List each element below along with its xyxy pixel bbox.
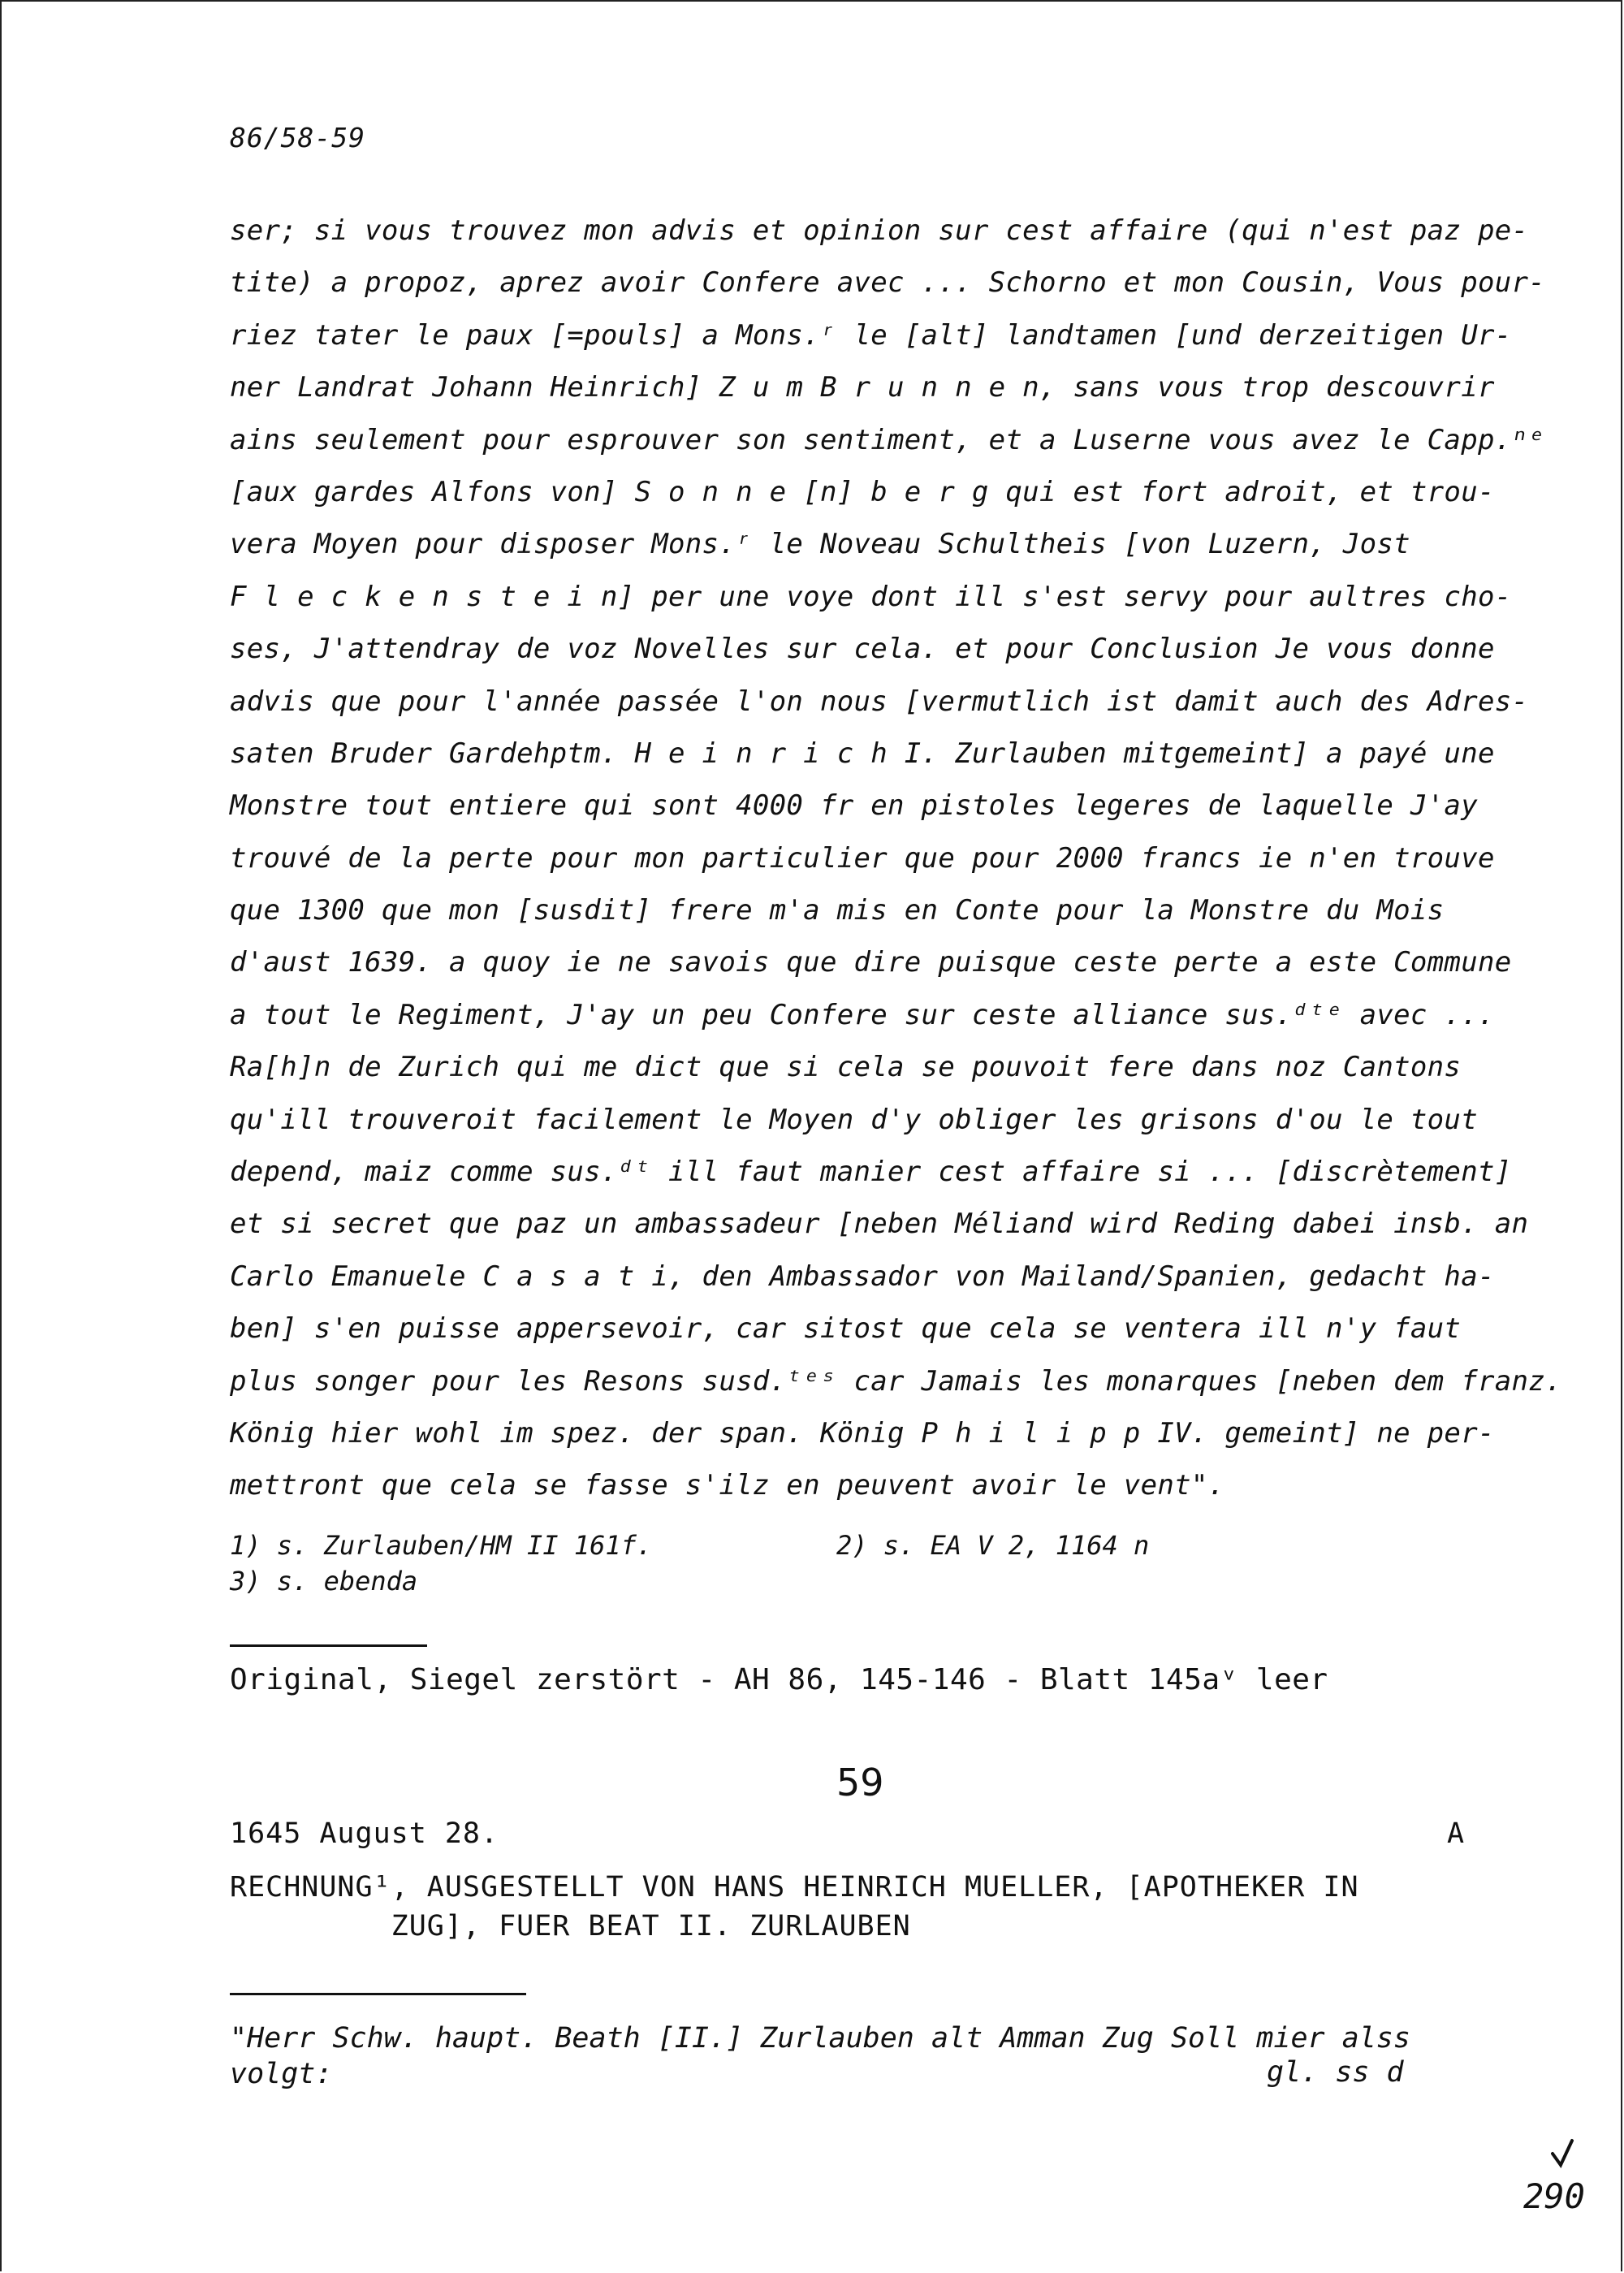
text-line: ben] s'en puisse appersevoir, car sitost que cela se ventera ill n'y faut xyxy=(230,1312,1462,1346)
footnote-1: 1) s. Zurlauben/HM II 161f. xyxy=(230,1530,653,1561)
text-line: mettront que cela se fasse s'ilz en peuvent avoir le vent". xyxy=(230,1469,1225,1502)
checkmark-icon xyxy=(1530,2137,1587,2170)
title-line-1: RECHNUNG¹, AUSGESTELLT VON HANS HEINRICH MUELLER, [APOTHEKER IN xyxy=(230,1871,1359,1904)
footnote-3: 3) s. ebenda xyxy=(230,1566,418,1597)
text-line: depend, maiz comme sus.ᵈᵗ ill faut manier cest affaire si ... [discrètement] xyxy=(230,1156,1512,1189)
title-line-2: ZUG], FUER BEAT II. ZURLAUBEN xyxy=(230,1910,911,1942)
letter-text xyxy=(230,205,1562,1512)
document-date: 1645 August 28. xyxy=(230,1817,499,1850)
text-line: ner Landrat Johann Heinrich] Z u m B r u n n e n, sans vous trop descouvrir xyxy=(230,371,1495,404)
text-line: tite) a propoz, aprez avoir Confere avec ... Schorno et mon Cousin, Vous pour- xyxy=(230,266,1546,300)
text-line: qu'ill trouveroit facilement le Moyen d'y obliger les grisons d'ou le tout xyxy=(230,1103,1478,1136)
text-line: et si secret que paz un ambassadeur [neben Méliand wird Reding dabei insb. an xyxy=(230,1208,1529,1241)
currency-columns-header: gl. ss d xyxy=(1267,2056,1404,2089)
text-line: que 1300 que mon [susdit] frere m'a mis en Conte pour la Monstre du Mois xyxy=(230,894,1445,927)
text-line: a tout le Regiment, J'ay un peu Confere sur ceste alliance sus.ᵈᵗᵉ avec ... xyxy=(230,998,1495,1031)
footnote-separator xyxy=(230,1644,427,1647)
handwritten-page-mark xyxy=(1523,2176,1585,2216)
text-line: Monstre tout entiere qui sont 4000 fr en pistoles legeres de laquelle J'ay xyxy=(230,789,1478,823)
document-number: 59 xyxy=(836,1761,884,1804)
text-line: riez tater le paux [=pouls] a Mons.ʳ le [alt] landtamen [und derzeitigen Ur- xyxy=(230,318,1512,352)
text-line: König hier wohl im spez. der span. König P h i l i p p IV. gemeint] ne per- xyxy=(230,1416,1495,1450)
text-line: ains seulement pour esprouver son sentiment, et a Luserne vous avez le Capp.ⁿᵉ xyxy=(230,423,1546,456)
text-line: ser; si vous trouvez mon advis et opinion sur cest affaire (qui n'est paz pe- xyxy=(230,214,1529,247)
page-mark-number: 290 xyxy=(1523,2176,1585,2216)
document-category: A xyxy=(1447,1817,1465,1850)
document-title xyxy=(230,1868,1480,1946)
text-line: advis que pour l'année passée l'on nous [vermutlich ist damit auch des Adres- xyxy=(230,685,1529,718)
text-line: trouvé de la perte pour mon particulier que pour 2000 francs ie n'en trouve xyxy=(230,841,1495,875)
original-note: Original, Siegel zerstört - AH 86, 145-146 - Blatt 145aᵛ leer xyxy=(230,1663,1328,1696)
document-reference: 86/58-59 xyxy=(230,122,365,153)
text-line: F l e c k e n s t e i n] per une voye dont ill s'est servy pour aultres cho- xyxy=(230,580,1512,613)
text-line: saten Bruder Gardehptm. H e i n r i c h I. Zurlauben mitgemeint] a payé une xyxy=(230,737,1495,770)
text-line: Ra[h]n de Zurich qui me dict que si cela se pouvoit fere dans noz Cantons xyxy=(230,1051,1462,1084)
quote-line-2: volgt: xyxy=(230,2058,333,2090)
text-line: d'aust 1639. a quoy ie ne savois que dire puisque ceste perte a este Commune xyxy=(230,946,1512,979)
text-line: ses, J'attendray de voz Novelles sur cela. et pour Conclusion Je vous donne xyxy=(230,633,1495,666)
title-separator xyxy=(230,1993,526,1995)
text-line: Carlo Emanuele C a s a t i, den Ambassador von Mailand/Spanien, gedacht ha- xyxy=(230,1260,1495,1293)
text-line: [aux gardes Alfons von] S o n n e [n] b e r g qui est fort adroit, et trou- xyxy=(230,475,1495,508)
text-line: vera Moyen pour disposer Mons.ʳ le Noveau Schultheis [von Luzern, Jost xyxy=(230,528,1410,561)
text-line: plus songer pour les Resons susd.ᵗᵉˢ car Jamais les monarques [neben dem franz. xyxy=(230,1364,1562,1398)
footnote-2: 2) s. EA V 2, 1164 n xyxy=(836,1530,1150,1561)
quote-line-1: "Herr Schw. haupt. Beath [II.] Zurlauben alt Amman Zug Soll mier alss xyxy=(230,2022,1410,2055)
